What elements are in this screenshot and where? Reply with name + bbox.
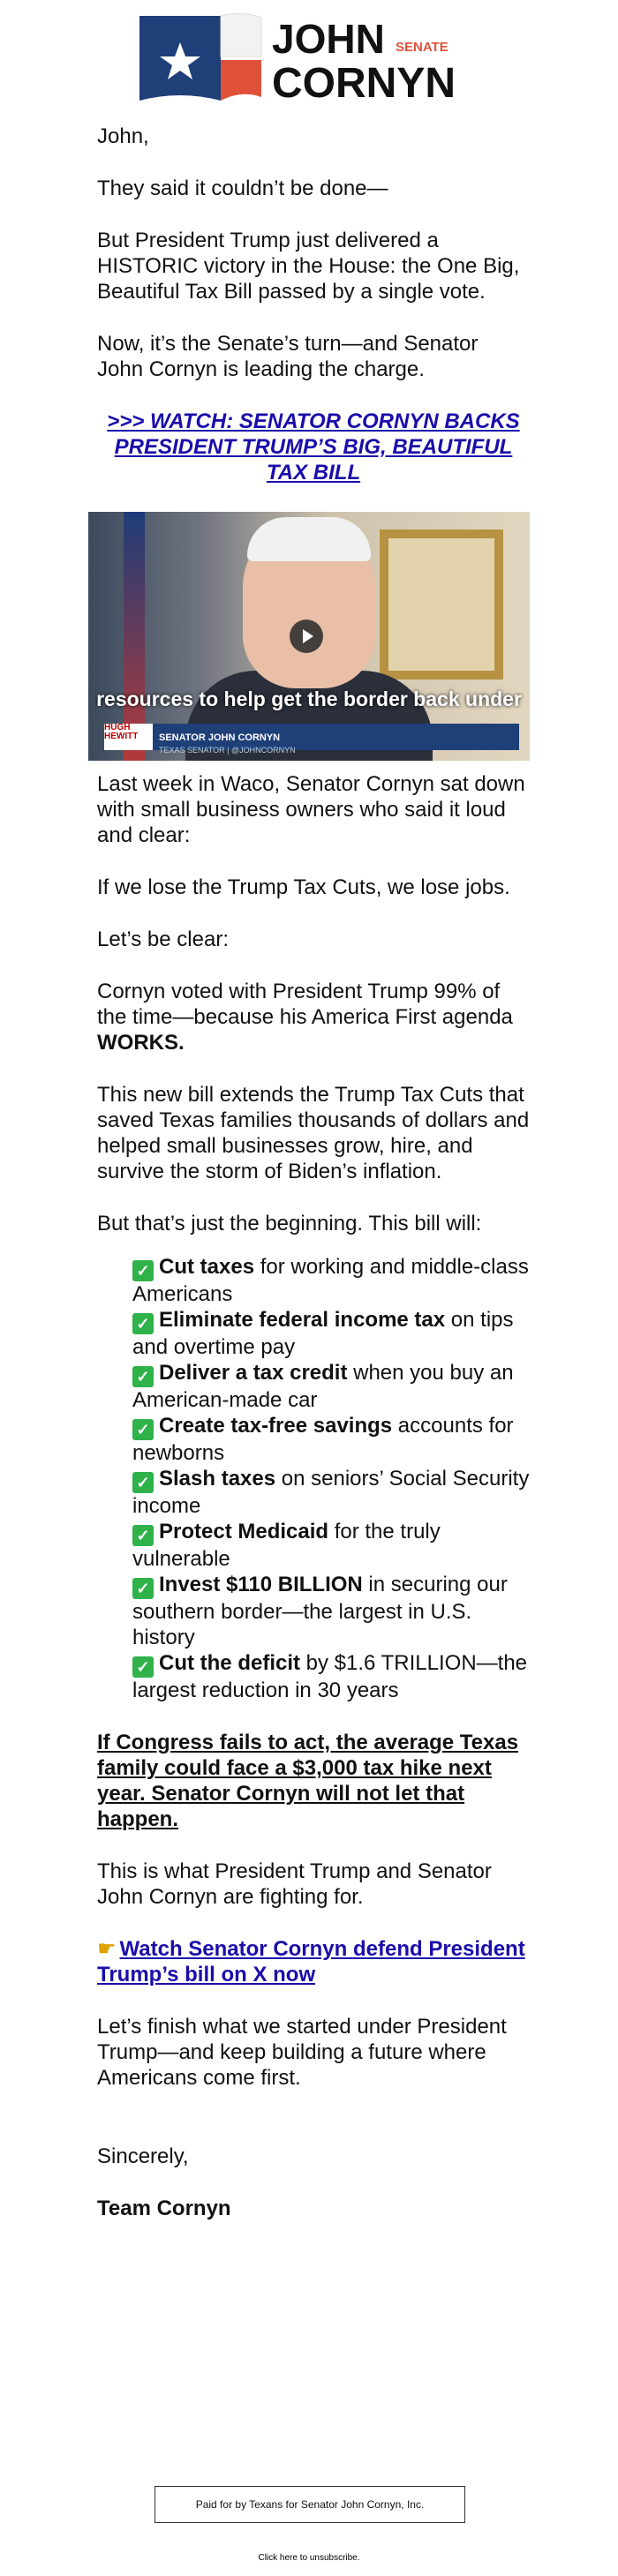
signature: Team Cornyn: [97, 2197, 231, 2220]
watch-video-link[interactable]: >>> WATCH: SENATOR CORNYN BACKS PRESIDENT TRUMP’S BIG, BEAUTIFUL TAX BILL: [107, 409, 520, 484]
item-text: on seniors’ Social Security income: [132, 1467, 530, 1518]
list-item: [132, 1572, 530, 1650]
cornyn-logo: [139, 9, 484, 108]
paragraph-text: Cornyn voted with President Trump 99% of the time—because his America First agenda: [97, 980, 513, 1029]
lower-third: [104, 723, 519, 755]
paragraph: This is what President Trump and Senator John Cornyn are fighting for.: [97, 1859, 492, 1909]
list-item: [132, 1254, 530, 1307]
paragraph: Let’s finish what we started under President Trump—and keep building a future where Americans come first.: [97, 2015, 507, 2090]
lower-third-subtitle: TEXAS SENATOR | @JOHNCORNYN: [159, 746, 296, 755]
tax-hike-warning: If Congress fails to act, the average Texas family could face a $3,000 tax hike next year. Senator Cornyn will not let that happen.: [97, 1731, 519, 1831]
checkmark-icon: ✓: [132, 1525, 154, 1546]
item-bold: Create tax-free savings: [159, 1414, 393, 1438]
item-bold: Eliminate federal income tax: [159, 1308, 446, 1332]
logo-flag-white: [221, 13, 261, 56]
x-link-paragraph: [97, 1936, 530, 1987]
unsubscribe-link[interactable]: Click here to unsubscribe.: [258, 2553, 360, 2563]
bill-benefits-list: [132, 1254, 530, 1703]
paragraph: But that’s just the beginning. This bill will:: [97, 1212, 482, 1235]
item-bold: Cut taxes: [159, 1255, 255, 1279]
checkmark-icon: ✓: [132, 1260, 154, 1281]
item-bold: Deliver a tax credit: [159, 1361, 348, 1385]
paragraph: But President Trump just delivered a HISTORIC victory in the House: the One Big, Beautiful Tax Bill passed by a single vote.: [97, 229, 520, 304]
list-item: [132, 1519, 530, 1572]
checkmark-icon: ✓: [132, 1313, 154, 1334]
video-thumbnail[interactable]: [88, 512, 530, 761]
checkmark-icon: ✓: [132, 1578, 154, 1599]
video-caption: resources to help get the border back under: [96, 687, 522, 710]
paragraph: This new bill extends the Trump Tax Cuts that saved Texas families thousands of dollars and helped small businesses grow, hire, and survive the storm of Biden’s inflation.: [97, 1083, 530, 1183]
paragraph: Last week in Waco, Senator Cornyn sat down with small business owners who said it loud and clear:: [97, 772, 525, 847]
item-bold: Cut the deficit: [159, 1651, 300, 1675]
item-text: by $1.6 TRILLION—the largest reduction in 30 years: [132, 1651, 528, 1702]
checkmark-icon: ✓: [132, 1472, 154, 1493]
item-text: when you buy an American-made car: [132, 1361, 514, 1412]
watch-on-x-link[interactable]: Watch Senator Cornyn defend President Trump’s bill on X now: [97, 1937, 525, 1986]
speaker-hair: [247, 517, 371, 561]
paragraph: If we lose the Trump Tax Cuts, we lose jobs.: [97, 875, 510, 899]
works-emphasis: WORKS.: [97, 1031, 185, 1055]
lower-third-name: SENATOR JOHN CORNYN: [159, 732, 281, 743]
email-body: [97, 124, 530, 2248]
pointing-hand-icon: ☛: [97, 1937, 117, 1961]
item-bold: Protect Medicaid: [159, 1520, 329, 1543]
framed-picture: [380, 529, 503, 680]
item-bold: Invest $110 BILLION: [159, 1573, 363, 1596]
list-item: [132, 1413, 530, 1466]
paragraph: Now, it’s the Senate’s turn—and Senator John Cornyn is leading the charge.: [97, 332, 479, 381]
paragraph: They said it couldn’t be done—: [97, 176, 388, 200]
item-bold: Slash taxes: [159, 1467, 276, 1491]
signoff: Sincerely,: [97, 2144, 189, 2168]
logo-last-name: CORNYN: [272, 60, 456, 107]
list-item: [132, 1466, 530, 1519]
paragraph: Let’s be clear:: [97, 928, 229, 951]
checkmark-icon: ✓: [132, 1419, 154, 1440]
play-icon[interactable]: [290, 620, 323, 653]
item-text: in securing our southern border—the largest in U.S. history: [132, 1573, 508, 1649]
paid-for-disclaimer: Paid for by Texans for Senator John Cornyn, Inc.: [154, 2486, 465, 2523]
logo-senate: SENATE: [396, 40, 448, 55]
logo-first-name: JOHN: [272, 16, 385, 62]
item-text: on tips and overtime pay: [132, 1308, 514, 1359]
greeting: John,: [97, 124, 149, 148]
item-text: for the truly vulnerable: [132, 1520, 441, 1571]
logo-flag-red: [221, 60, 261, 101]
list-item: [132, 1360, 530, 1413]
checkmark-icon: ✓: [132, 1366, 154, 1387]
item-text: for working and middle-class Americans: [132, 1255, 529, 1306]
paragraph: [97, 979, 530, 1055]
show-badge: HUGH HEWITT: [104, 724, 153, 750]
list-item: [132, 1307, 530, 1360]
list-item: [132, 1650, 530, 1703]
checkmark-icon: ✓: [132, 1656, 154, 1678]
item-text: accounts for newborns: [132, 1414, 514, 1465]
